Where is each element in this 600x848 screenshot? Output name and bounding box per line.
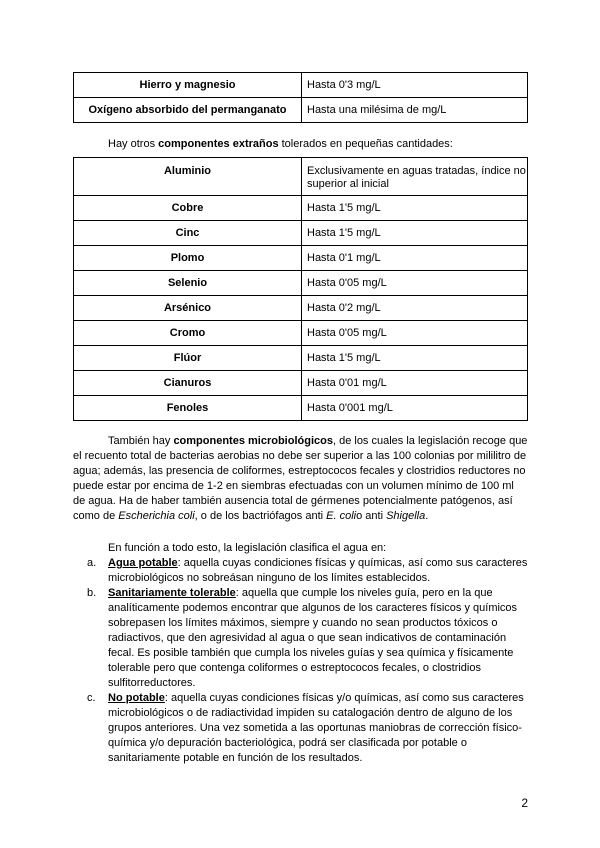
- component-limit: Hasta 1'5 mg/L: [302, 221, 528, 246]
- page-number: 2: [521, 796, 528, 810]
- table-row: [74, 158, 528, 196]
- table-row: [74, 196, 528, 221]
- list-term: No potable: [108, 692, 165, 704]
- component-limit: Hasta 0'3 mg/L: [302, 73, 528, 98]
- table-row: [74, 346, 528, 371]
- table-row: [74, 371, 528, 396]
- paragraph-italic: E. coli: [326, 510, 357, 522]
- microbiological-paragraph: [73, 434, 528, 524]
- table-row: [74, 296, 528, 321]
- component-limit: Hasta 0'1 mg/L: [302, 246, 528, 271]
- component-name: Cianuros: [74, 371, 302, 396]
- component-name: Cromo: [74, 321, 302, 346]
- intro-bold: componentes extraños: [158, 138, 279, 150]
- list-item: [87, 586, 532, 691]
- component-name: Oxígeno absorbido del permanganato: [74, 98, 302, 123]
- table-row: [74, 221, 528, 246]
- component-name: Aluminio: [74, 158, 302, 196]
- paragraph-italic: Shigella: [386, 510, 426, 522]
- component-limit: Hasta una milésima de mg/L: [302, 98, 528, 123]
- component-limit: Hasta 1'5 mg/L: [302, 346, 528, 371]
- component-name: Cobre: [74, 196, 302, 221]
- list-item: [87, 691, 532, 766]
- intro-text: tolerados en pequeñas cantidades:: [278, 138, 453, 150]
- list-term: Agua potable: [108, 557, 178, 569]
- paragraph-bold: componentes microbiológicos: [173, 435, 333, 447]
- component-limit: Hasta 0'2 mg/L: [302, 296, 528, 321]
- paragraph-text: También hay: [108, 435, 174, 447]
- classification-intro: En función a todo esto, la legislación clasifica el agua en:: [108, 542, 387, 554]
- limits-table-1: [73, 72, 528, 123]
- list-text: : aquella que cumple los niveles guía, pero en la que analíticamente podemos encontrar que algunos de los caracteres físicos y químicos sobrepasen los límites máximos, siempre y cuando no sean productos tóxicos o radiactivos, que den agresividad al agua o que sean indicativos de contaminación fecal. Es posible también que cumpla los niveles guías y sea química y físicamente tolerable pero que contenga coliformes o estreptococos fecales, o clostridios sulfitorreductores.: [108, 587, 518, 689]
- component-name: Flúor: [74, 346, 302, 371]
- list-marker: c.: [87, 692, 96, 704]
- component-name: Plomo: [74, 246, 302, 271]
- foreign-components-intro: [108, 137, 528, 152]
- list-marker: a.: [87, 557, 97, 569]
- paragraph-italic: Escherichia coli: [118, 510, 195, 522]
- component-limit: Exclusivamente en aguas tratadas, índice no superior al inicial: [302, 158, 528, 196]
- component-limit: Hasta 0'001 mg/L: [302, 396, 528, 421]
- component-name: Selenio: [74, 271, 302, 296]
- component-name: Cinc: [74, 221, 302, 246]
- intro-text: Hay otros: [108, 138, 159, 150]
- table-row: [74, 396, 528, 421]
- paragraph-text: , o de los bactriófagos anti: [194, 510, 327, 522]
- list-term: Sanitariamente tolerable: [108, 587, 236, 599]
- component-name: Arsénico: [74, 296, 302, 321]
- component-limit: Hasta 0'05 mg/L: [302, 321, 528, 346]
- component-name: Hierro y magnesio: [74, 73, 302, 98]
- limits-table-2: [73, 157, 528, 421]
- list-marker: b.: [87, 587, 97, 599]
- list-text: : aquella cuyas condiciones físicas y/o químicas, así como sus caracteres microbiológicos o de radiactividad impiden su catalogación dentro de alguno de los grupos anteriores. Una vez sometida a las oportunas maniobras de corrección físico-química y/o depuración bacteriológica, podrá ser clasificada por potable o sanitariamente potable en función de los resultados.: [108, 692, 524, 764]
- table-row: [74, 321, 528, 346]
- paragraph-text: .: [425, 510, 429, 522]
- table-row: [74, 98, 528, 123]
- list-item: [87, 556, 532, 586]
- paragraph-text: , de los cuales la legislación recoge que el recuento total de bacterias aerobias no debe ser superior a las 100 colonias por mililitro de agua; además, las presencia de coliformes, estreptococos fecales y clostridios reductores no puede estar por encima de 1-2 en siembras efectuadas con un volumen mínimo de 100 ml de agua. Ha de haber también ausencia total de gérmenes potencialmente patógenos, así como de: [73, 435, 528, 522]
- paragraph-text: o anti: [356, 510, 387, 522]
- component-name: Fenoles: [74, 396, 302, 421]
- component-limit: Hasta 0'01 mg/L: [302, 371, 528, 396]
- component-limit: Hasta 1'5 mg/L: [302, 196, 528, 221]
- table-row: [74, 73, 528, 98]
- classification-list: [87, 556, 532, 766]
- table-row: [74, 246, 528, 271]
- table-row: [74, 271, 528, 296]
- component-limit: Hasta 0'05 mg/L: [302, 271, 528, 296]
- list-text: : aquella cuyas condiciones físicas y químicas, así como sus caracteres microbiológicos no sobreásan ninguno de los límites establecidos.: [108, 557, 528, 584]
